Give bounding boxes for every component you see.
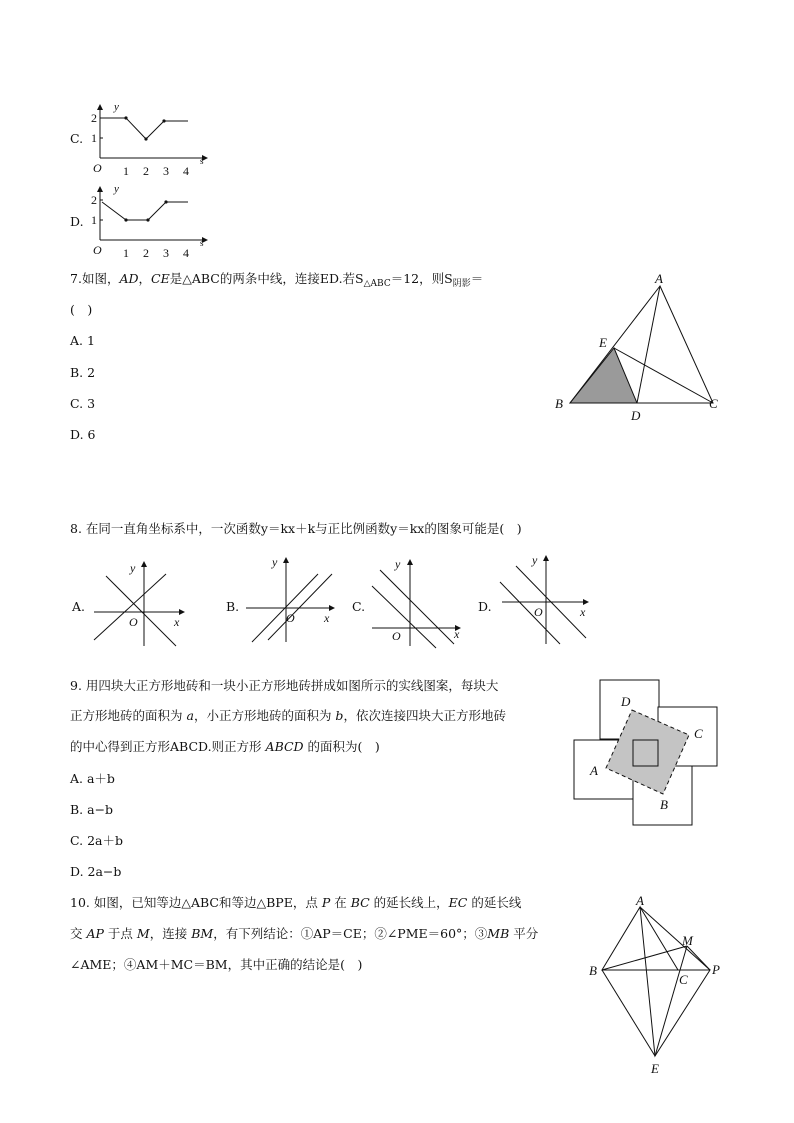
q7-figure <box>550 270 725 425</box>
q10-figure <box>585 893 735 1083</box>
graph-c-xtick-2: 2 <box>143 164 149 178</box>
option-d-label: D. <box>70 214 84 229</box>
q7-option-a[interactable]: A. 1 <box>70 333 95 348</box>
q8-graph-b[interactable] <box>242 552 342 644</box>
q10-label-e: E <box>651 1061 659 1076</box>
graph-d-ytick-2: 2 <box>91 193 97 207</box>
q9-label-a: A <box>590 763 598 778</box>
q8-stem: 8. 在同一直角坐标系中，一次函数y＝kx＋k与正比例函数y＝kx的图象可能是( ) <box>70 521 522 536</box>
graph-d-ytick-1: 1 <box>91 213 97 227</box>
q7-stem: 7.如图，AD，CE是△ABC的两条中线，连接ED.若$S_{\triangle ABC}=12$，则$S_{阴影}=$ <box>70 271 484 289</box>
graph-d-x-axis: s <box>200 238 204 248</box>
graph-c-xtick-1: 1 <box>123 164 129 178</box>
q8-d-x: x <box>580 605 586 619</box>
q10-line2: 交 AP 于点 M，连接 BM，有下列结论：①AP＝CE；②∠PME＝60°；③MB 平分 <box>70 926 539 941</box>
q8-b-y: y <box>272 555 278 569</box>
graph-d <box>90 180 210 260</box>
q10-label-a: A <box>636 893 644 908</box>
q7-paren: ( ) <box>70 302 93 317</box>
q9-figure <box>570 678 725 828</box>
q8-graph-d[interactable] <box>496 552 596 644</box>
q9-line1: 9. 用四块大正方形地砖和一块小正方形地砖拼成如图所示的实线图案，每块大 <box>70 678 499 693</box>
q9-option-b[interactable]: B. a−b <box>70 802 114 817</box>
q8-d-y: y <box>532 553 538 567</box>
graph-c-x-axis: s <box>200 156 204 166</box>
q9-line3: 的中心得到正方形ABCD.则正方形 ABCD 的面积为( ) <box>70 739 380 754</box>
graph-d-xtick-3: 3 <box>163 246 169 260</box>
graph-d-origin: O <box>93 243 102 257</box>
graph-d-xtick-4: 4 <box>183 246 189 260</box>
q9-label-c: C <box>694 726 703 741</box>
option-c-label: C. <box>70 131 84 146</box>
q8-option-a[interactable]: A. <box>72 599 86 614</box>
q10-label-p: P <box>712 962 720 977</box>
graph-d-xtick-2: 2 <box>143 246 149 260</box>
q7-label-c: C <box>709 396 718 411</box>
graph-c-curve <box>100 118 188 139</box>
q8-c-x: x <box>454 627 460 641</box>
graph-c-ytick-1: 1 <box>91 131 97 145</box>
q7-option-d[interactable]: D. 6 <box>70 427 96 442</box>
graph-c-xtick-4: 4 <box>183 164 189 178</box>
q8-graph-c[interactable] <box>370 556 470 648</box>
q9-option-a[interactable]: A. a＋b <box>70 771 115 786</box>
q8-b-o: O <box>286 611 295 625</box>
q9-option-c[interactable]: C. 2a＋b <box>70 833 123 848</box>
q8-option-d[interactable]: D. <box>478 599 492 614</box>
q8-graph-a[interactable] <box>90 556 190 648</box>
q9-line2: 正方形地砖的面积为 a，小正方形地砖的面积为 b，依次连接四块大正方形地砖 <box>70 708 506 723</box>
q7-label-d: D <box>631 408 641 423</box>
q7-label-b: B <box>555 396 563 411</box>
q8-c-o: O <box>392 629 401 643</box>
q8-a-y: y <box>130 561 136 575</box>
q7-label-e: E <box>599 335 607 350</box>
q9-label-d: D <box>621 694 631 709</box>
q8-a-x: x <box>174 615 180 629</box>
q10-label-m: M <box>682 933 693 948</box>
q10-line3: ∠AME；④AM＋MC＝BM，其中正确的结论是( ) <box>70 957 363 972</box>
q8-option-b[interactable]: B. <box>226 599 240 614</box>
graph-d-curve <box>102 202 188 220</box>
q7-option-c[interactable]: C. 3 <box>70 396 96 411</box>
q7-shaded-triangle <box>570 348 637 403</box>
graph-d-y-axis: y <box>114 183 119 195</box>
q10-line1: 10. 如图，已知等边△ABC和等边△BPE，点 P 在 BC 的延长线上，EC 的延长线 <box>70 895 522 910</box>
q8-option-c[interactable]: C. <box>352 599 366 614</box>
q10-label-c: C <box>679 972 688 987</box>
graph-c-origin: O <box>93 161 102 175</box>
graph-c-xtick-3: 3 <box>163 164 169 178</box>
graph-c-ytick-2: 2 <box>91 111 97 125</box>
q10-label-b: B <box>589 963 597 978</box>
graph-c-y-axis: y <box>114 101 119 113</box>
q9-label-b: B <box>660 797 668 812</box>
graph-d-xtick-1: 1 <box>123 246 129 260</box>
q7-option-b[interactable]: B. 2 <box>70 365 96 380</box>
q8-c-y: y <box>395 557 401 571</box>
q8-a-o: O <box>129 615 138 629</box>
q8-b-x: x <box>324 611 330 625</box>
q9-option-d[interactable]: D. 2a−b <box>70 864 122 879</box>
graph-c <box>90 98 210 178</box>
q7-label-a: A <box>655 271 663 286</box>
q8-d-o: O <box>534 605 543 619</box>
